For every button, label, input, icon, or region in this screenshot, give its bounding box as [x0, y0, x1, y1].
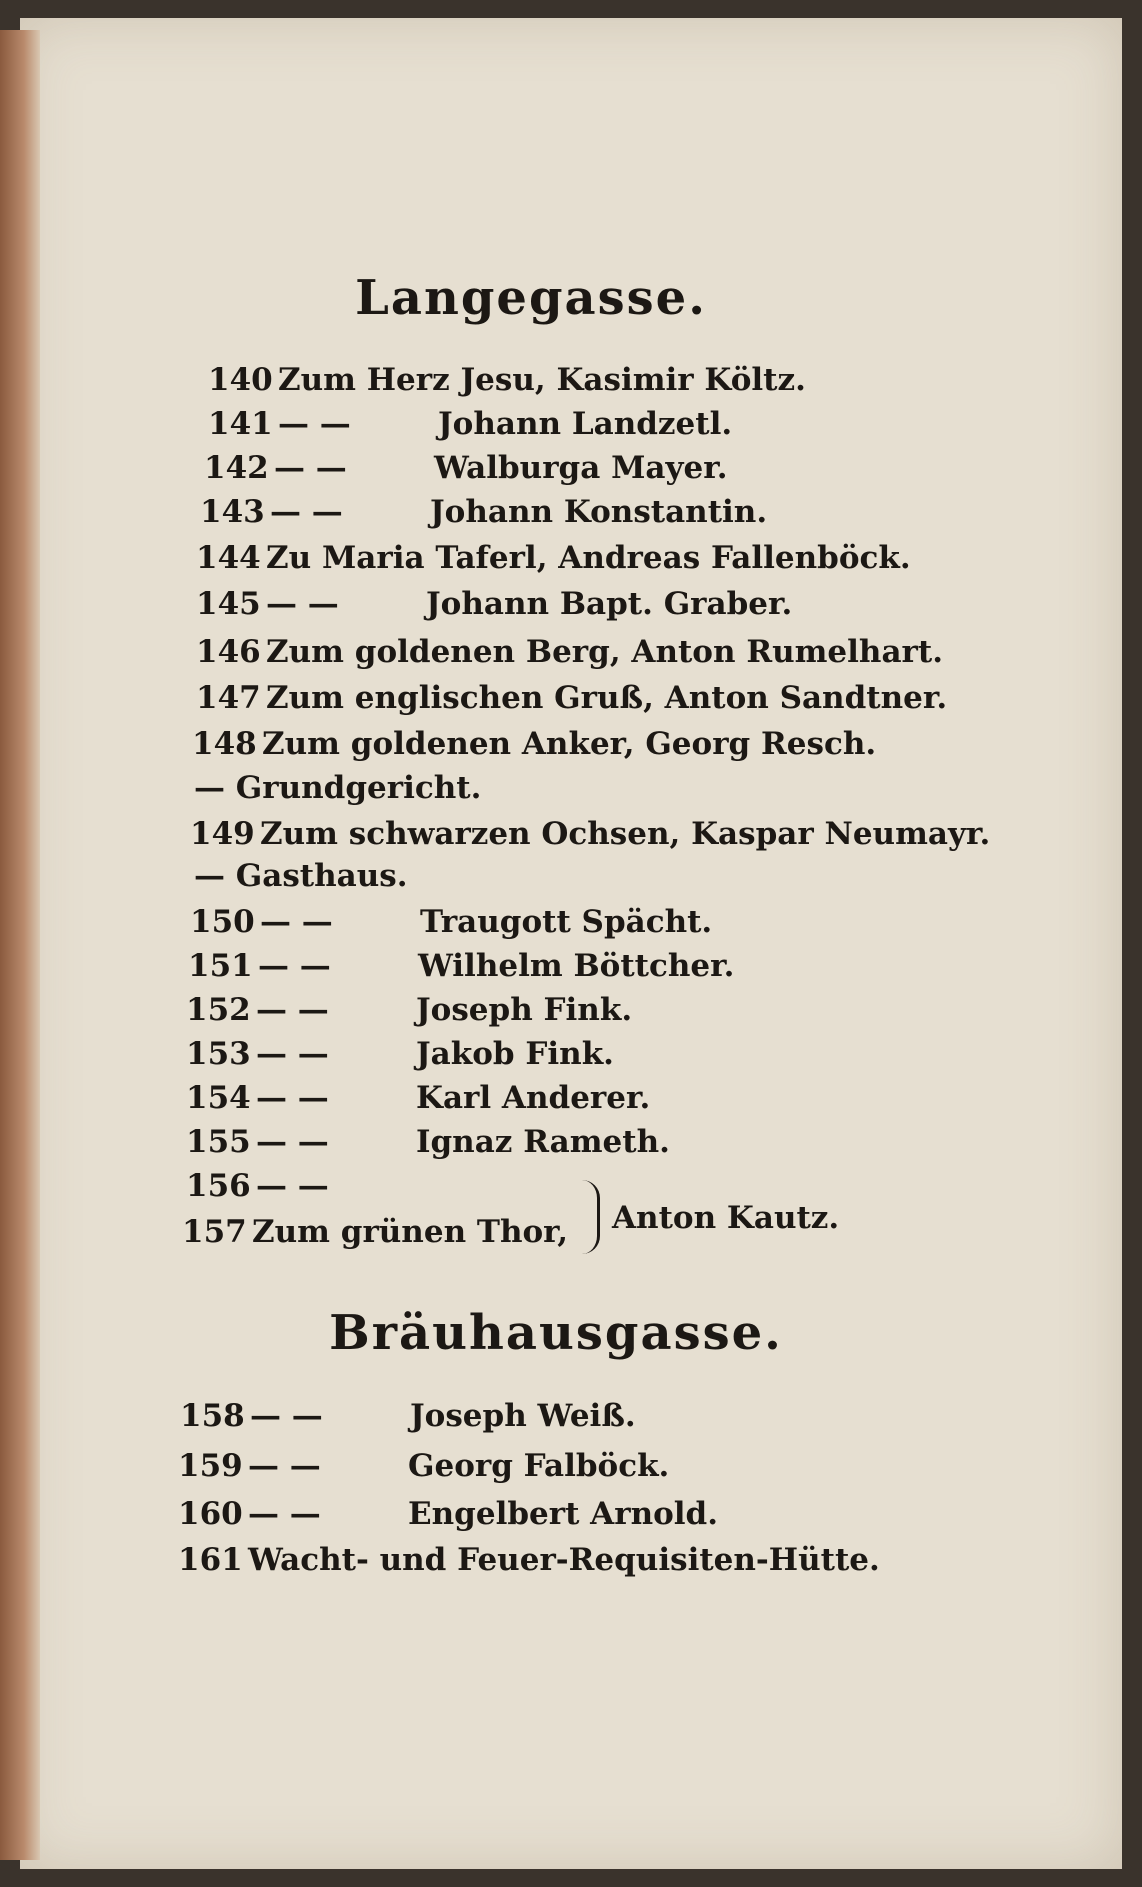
list-item	[186, 990, 632, 1030]
entry-text: Zu Maria Taferl, Andreas Fallenböck.	[266, 540, 911, 576]
ditto-dashes: — —	[258, 948, 331, 984]
ditto-dashes: — —	[256, 1124, 329, 1160]
house-number: 153	[186, 1036, 251, 1072]
entry-text: Wacht- und Feuer-Requisiten-Hütte.	[248, 1542, 880, 1578]
ditto-dashes: — —	[266, 586, 339, 622]
entry-text: Zum goldenen Berg, Anton Rumelhart.	[266, 634, 943, 670]
section-heading-langegasse: Langegasse.	[355, 270, 707, 326]
house-number: 155	[186, 1124, 251, 1160]
list-item	[194, 768, 481, 808]
house-number: 141	[208, 406, 273, 442]
list-item	[180, 1396, 636, 1436]
ditto-dashes: — —	[248, 1496, 321, 1532]
ditto-dashes: — —	[260, 904, 333, 940]
list-item	[178, 1540, 880, 1580]
list-item	[186, 1122, 670, 1162]
entry-text: Walburga Mayer.	[434, 450, 728, 486]
house-number: 159	[178, 1448, 243, 1484]
entry-text: Ignaz Rameth.	[416, 1124, 670, 1160]
entry-text: Zum goldenen Anker, Georg Resch.	[262, 726, 877, 762]
curly-brace	[575, 1180, 600, 1254]
house-number: 145	[196, 586, 261, 622]
ditto-dashes: — —	[256, 1080, 329, 1116]
house-number: 152	[186, 992, 251, 1028]
house-number: 140	[208, 362, 273, 398]
list-item	[188, 946, 734, 986]
entry-text: Wilhelm Böttcher.	[418, 948, 735, 984]
entry-text: Zum englischen Gruß, Anton Sandtner.	[266, 680, 948, 716]
house-number: 143	[200, 494, 265, 530]
list-item	[196, 538, 911, 578]
list-item	[196, 678, 947, 718]
house-number: 161	[178, 1542, 243, 1578]
house-number: 156	[186, 1168, 251, 1204]
entry-text: Johann Konstantin.	[430, 494, 768, 530]
list-item	[178, 1446, 669, 1486]
ditto-dashes: — —	[278, 406, 351, 442]
house-number: 151	[188, 948, 253, 984]
list-item	[182, 1212, 568, 1252]
ditto-dashes: — —	[274, 450, 347, 486]
ditto-dashes: — —	[250, 1398, 323, 1434]
house-number: 158	[180, 1398, 245, 1434]
ditto-dashes: — —	[256, 1168, 329, 1204]
entry-text: Joseph Fink.	[416, 992, 633, 1028]
entry-text: — Gasthaus.	[194, 858, 408, 894]
house-number: 146	[196, 634, 261, 670]
entry-text: Zum grünen Thor,	[252, 1214, 569, 1250]
list-item	[208, 360, 806, 400]
entry-text: Karl Anderer.	[416, 1080, 651, 1116]
list-item	[190, 814, 990, 854]
entry-text: Zum Herz Jesu, Kasimir Költz.	[278, 362, 806, 398]
entry-text: Georg Falböck.	[408, 1448, 670, 1484]
entry-text: Johann Landzetl.	[438, 406, 733, 442]
list-item	[200, 492, 767, 532]
brace-owner-name: Anton Kautz.	[612, 1200, 840, 1236]
entry-text: Johann Bapt. Graber.	[426, 586, 793, 622]
entry-text: — Grundgericht.	[194, 770, 482, 806]
ditto-dashes: — —	[270, 494, 343, 530]
house-number: 149	[190, 816, 255, 852]
house-number: 150	[190, 904, 255, 940]
list-item	[178, 1494, 718, 1534]
house-number: 142	[204, 450, 269, 486]
house-number: 160	[178, 1496, 243, 1532]
list-item	[186, 1034, 614, 1074]
entry-text: Traugott Spächt.	[420, 904, 713, 940]
list-item	[192, 724, 876, 764]
ditto-dashes: — —	[256, 1036, 329, 1072]
list-item	[196, 632, 943, 672]
house-number: 144	[196, 540, 261, 576]
entry-text: Zum schwarzen Ochsen, Kaspar Neumayr.	[260, 816, 991, 852]
list-item	[204, 448, 728, 488]
house-number: 148	[192, 726, 257, 762]
section-heading-braeuhausgasse: Bräuhausgasse.	[329, 1305, 783, 1361]
entry-text: Jakob Fink.	[416, 1036, 614, 1072]
list-item	[196, 584, 792, 624]
list-item	[208, 404, 732, 444]
entry-text: Joseph Weiß.	[410, 1398, 636, 1434]
list-item	[186, 1166, 416, 1206]
entry-text: Engelbert Arnold.	[408, 1496, 719, 1532]
house-number: 154	[186, 1080, 251, 1116]
ditto-dashes: — —	[248, 1448, 321, 1484]
list-item	[190, 902, 712, 942]
list-item	[194, 856, 408, 896]
ditto-dashes: — —	[256, 992, 329, 1028]
house-number: 147	[196, 680, 261, 716]
list-item	[186, 1078, 650, 1118]
house-number: 157	[182, 1214, 247, 1250]
